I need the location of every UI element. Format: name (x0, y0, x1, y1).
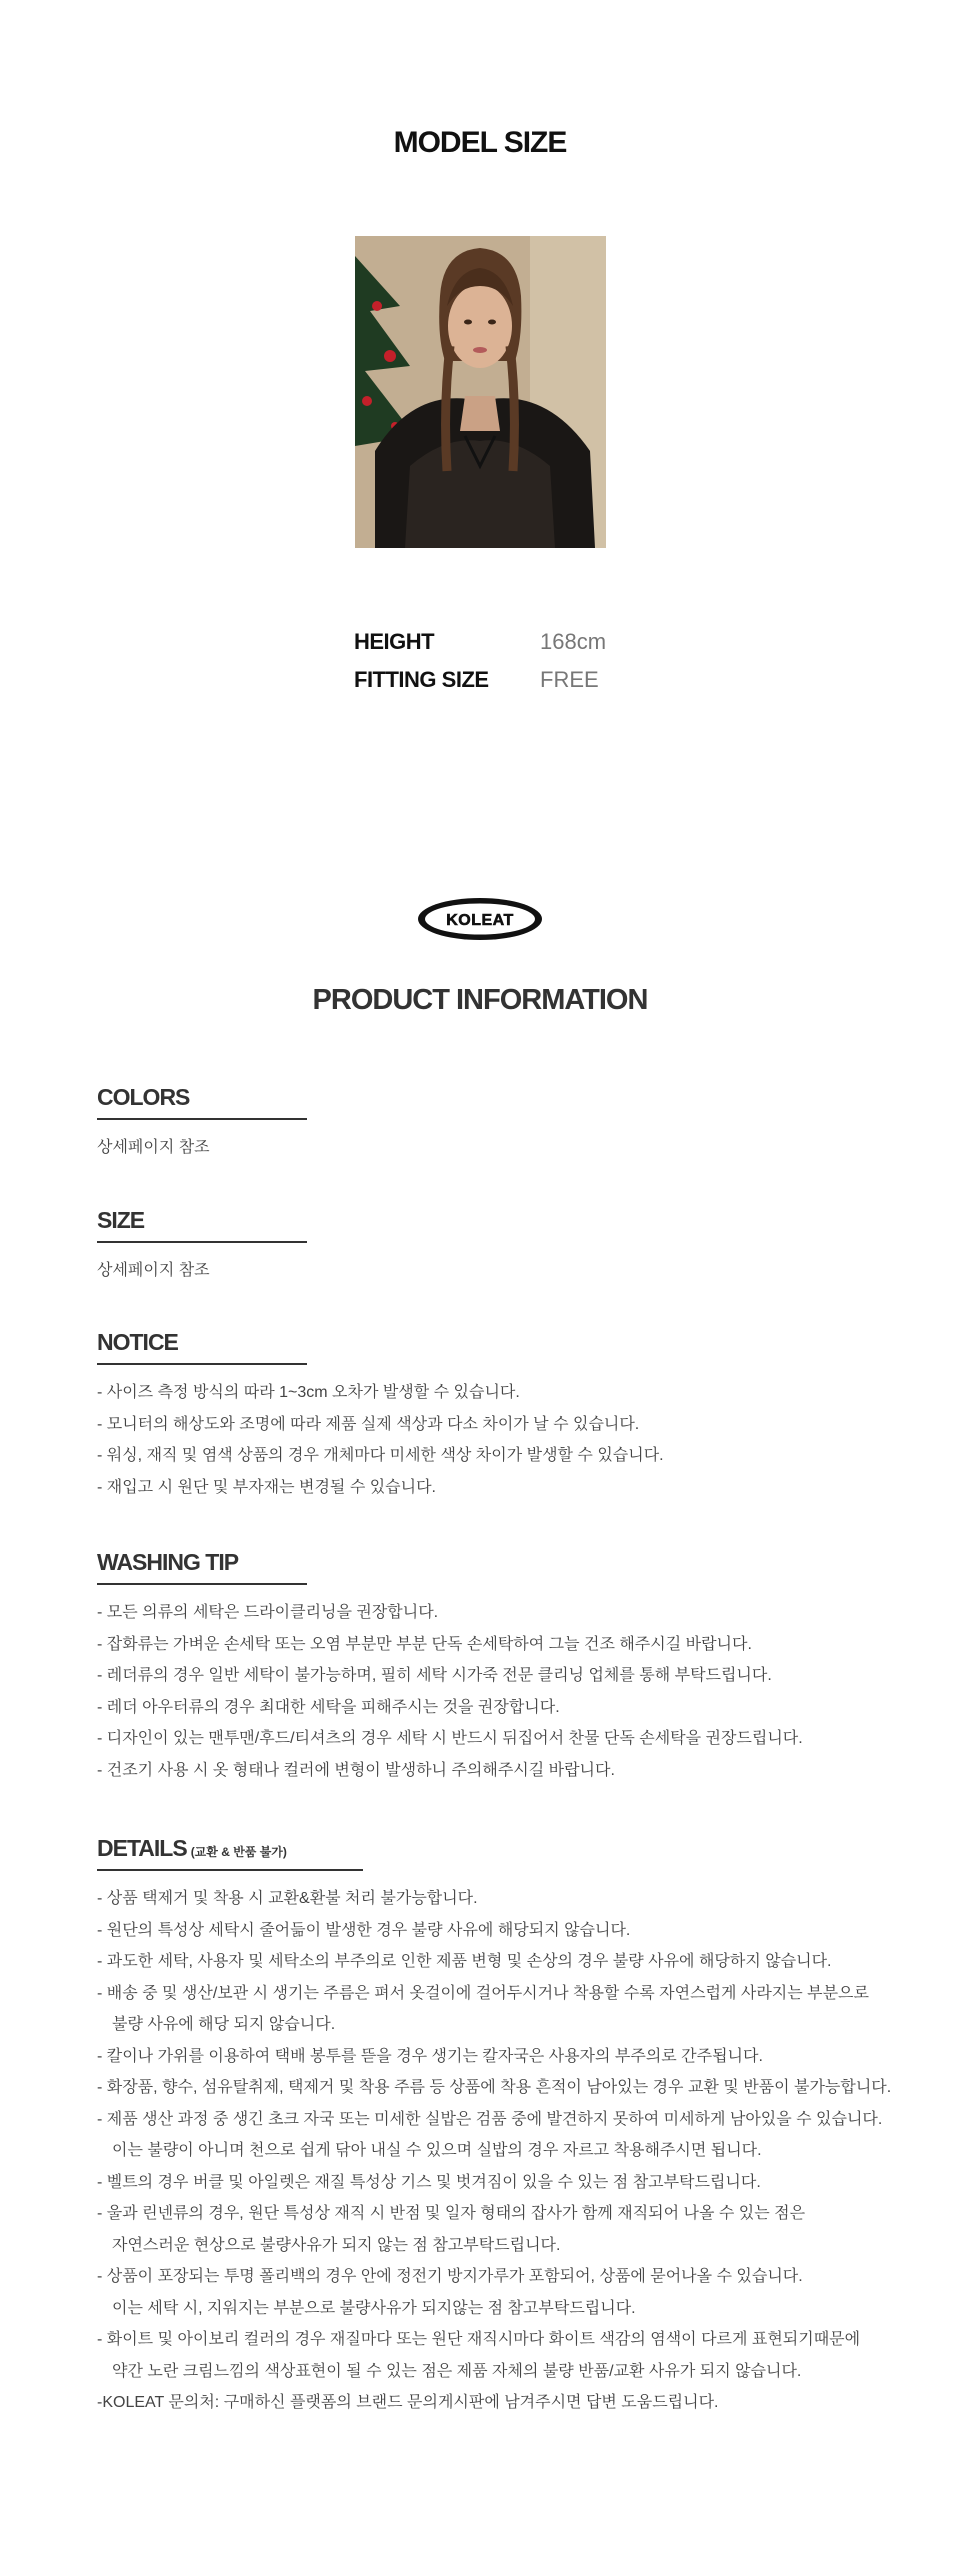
washing-tip-section (97, 1549, 803, 1786)
notice-heading: NOTICE (97, 1329, 307, 1365)
washing-tip-line: - 모든 의류의 세탁은 드라이클리닝을 권장합니다. (97, 1604, 439, 1621)
details-line: - 화장품, 향수, 섬유탈취제, 택제거 및 착용 주름 등 상품에 착용 흔적이 남아있는 경우 교환 및 반품이 불가능합니다. (97, 2079, 892, 2096)
size-text: 상세페이지 참조 (97, 1262, 210, 1279)
details-line: - 칼이나 가위를 이용하여 택배 봉투를 뜯을 경우 생기는 칼자국은 사용자의 부주의로 간주됩니다. (97, 2047, 763, 2065)
washing-tip-line: - 디자인이 있는 맨투맨/후드/티셔츠의 경우 세탁 시 반드시 뒤집어서 찬물 단독 손세탁을 권장드립니다. (97, 1730, 803, 1747)
washing-tip-list (97, 1597, 803, 1786)
details-line: - 울과 린넨류의 경우, 원단 특성상 재직 시 반점 및 일자 형태의 잡사가 함께 재직되어 나올 수 있는 점은 (97, 2205, 806, 2222)
details-subheading: (교환 & 반품 불가) (190, 1845, 287, 1859)
koleat-logo-text: KOLEAT (446, 912, 514, 929)
details-line: 약간 노란 크림느낌의 색상표현이 될 수 있는 점은 제품 자체의 불량 반품/교환 사유가 되지 않습니다. (112, 2362, 802, 2380)
details-line: - 벨트의 경우 버클 및 아일렛은 재질 특성상 기스 및 벗겨짐이 있을 수 있는 점 참고부탁드립니다. (97, 2173, 761, 2191)
details-line: 이는 불량이 아니며 천으로 쉽게 닦아 내실 수 있으며 실밥의 경우 자르고 착용해주시면 됩니다. (112, 2142, 762, 2159)
details-line: - 원단의 특성상 세탁시 줄어듦이 발생한 경우 불량 사유에 해당되지 않습니다. (97, 1921, 631, 1939)
details-line: - 배송 중 및 생산/보관 시 생기는 주름은 펴서 옷걸이에 걸어두시거나 착용할 수록 자연스럽게 사라지는 부분으로 (97, 1984, 869, 2002)
details-heading (97, 1835, 363, 1871)
colors-section (97, 1084, 307, 1164)
size-section (97, 1207, 307, 1287)
details-line: - 상품 택제거 및 착용 시 교환&환불 처리 불가능합니다. (97, 1890, 478, 1907)
details-line: -KOLEAT 문의처: 구매하신 플랫폼의 브랜드 문의게시판에 남겨주시면 답변 도움드립니다. (97, 2394, 719, 2411)
washing-tip-line: - 레더류의 경우 일반 세탁이 불가능하며, 필히 세탁 시가죽 전문 클리닝 업체를 통해 부탁드립니다. (97, 1667, 772, 1684)
details-line: 이는 세탁 시, 지워지는 부분으로 불량사유가 되지않는 점 참고부탁드립니다. (112, 2299, 636, 2317)
height-label: HEIGHT (354, 629, 435, 654)
washing-tip-line: - 잡화류는 가벼운 손세탁 또는 오염 부분만 부분 단독 손세탁하여 그늘 건조 해주시길 바랍니다. (97, 1635, 752, 1653)
details-line: 자연스러운 현상으로 불량사유가 되지 않는 점 참고부탁드립니다. (112, 2236, 561, 2254)
details-list (97, 1883, 892, 2419)
notice-line: - 사이즈 측정 방식의 따라 1~3cm 오차가 발생할 수 있습니다. (97, 1384, 520, 1401)
notice-list (97, 1377, 664, 1503)
details-section (97, 1835, 892, 2419)
height-value: 168cm (540, 629, 607, 654)
fitting-size-value: FREE (540, 667, 599, 692)
details-line: 불량 사유에 해당 되지 않습니다. (112, 2016, 336, 2033)
details-line: - 상품이 포장되는 투명 폴리백의 경우 안에 정전기 방지가루가 포함되어, 상품에 묻어나올 수 있습니다. (97, 2268, 803, 2285)
model-photo (355, 236, 606, 548)
washing-tip-line: - 건조기 사용 시 옷 형태나 컬러에 변형이 발생하니 주의해주시길 바랍니다. (97, 1761, 615, 1779)
details-line: - 제품 생산 과정 중 생긴 초크 자국 또는 미세한 실밥은 검품 중에 발견하지 못하여 미세하게 남아있을 수 있습니다. (97, 2110, 883, 2128)
koleat-logo (416, 896, 544, 942)
washing-tip-line: - 레더 아우터류의 경우 최대한 세탁을 피해주시는 것을 권장합니다. (97, 1698, 560, 1716)
model-size-title: MODEL SIZE (393, 126, 567, 159)
details-heading-text: DETAILS (97, 1835, 187, 1861)
size-heading: SIZE (97, 1207, 307, 1243)
product-information-title: PRODUCT INFORMATION (312, 984, 648, 1016)
spec-fitting-row (354, 667, 599, 693)
details-line: - 화이트 및 아이보리 컬러의 경우 재질마다 또는 원단 재직시마다 화이트 색감의 염색이 다르게 표현되기때문에 (97, 2331, 861, 2348)
colors-text: 상세페이지 참조 (97, 1139, 210, 1156)
spec-height-row (354, 629, 606, 655)
notice-line: - 모니터의 해상도와 조명에 따라 제품 실제 색상과 다소 차이가 날 수 있습니다. (97, 1415, 640, 1433)
notice-section (97, 1329, 664, 1503)
washing-tip-heading: WASHING TIP (97, 1549, 307, 1585)
notice-line: - 워싱, 재직 및 염색 상품의 경우 개체마다 미세한 색상 차이가 발생할 수 있습니다. (97, 1447, 664, 1464)
notice-line: - 재입고 시 원단 및 부자재는 변경될 수 있습니다. (97, 1478, 437, 1496)
colors-heading: COLORS (97, 1084, 307, 1120)
model-photo-illustration (355, 236, 606, 548)
fitting-size-label: FITTING SIZE (354, 667, 489, 692)
details-line: - 과도한 세탁, 사용자 및 세탁소의 부주의로 인한 제품 변형 및 손상의 경우 불량 사유에 해당하지 않습니다. (97, 1953, 832, 1970)
